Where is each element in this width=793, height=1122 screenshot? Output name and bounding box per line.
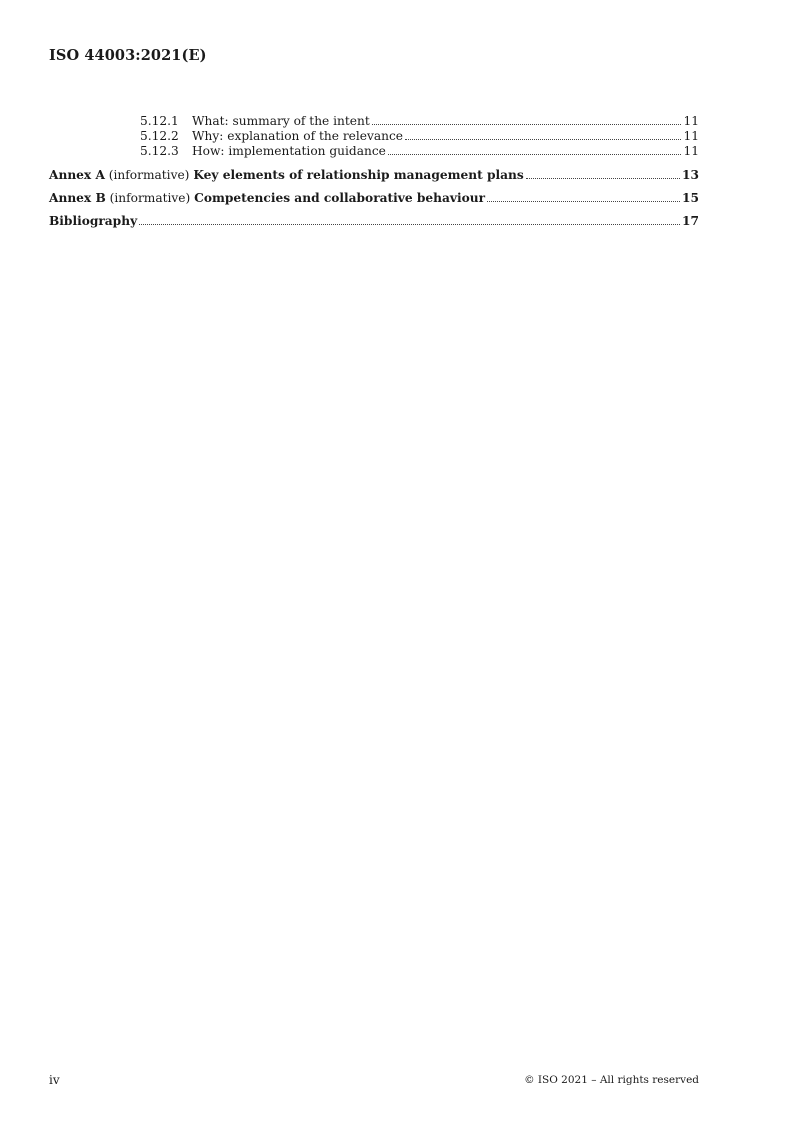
annex-label: Annex A	[49, 168, 105, 182]
toc-entry-page: 11	[683, 144, 699, 158]
toc-entry-page: 17	[682, 214, 699, 228]
document-header: ISO 44003:2021(E)	[49, 47, 207, 64]
toc-entry-title: How: implementation guidance	[192, 144, 386, 158]
toc-dot-leader	[526, 178, 680, 179]
annex-type: (informative)	[108, 168, 190, 182]
toc-entry-page: 11	[683, 129, 699, 143]
toc-dot-leader	[388, 154, 682, 155]
annex-label: Annex B	[49, 191, 106, 205]
toc-entry-5-12-1[interactable]	[49, 114, 699, 129]
toc-entry-page: 15	[682, 191, 699, 205]
toc-entry-annex-b[interactable]	[49, 191, 699, 206]
footer-page-number: iv	[49, 1073, 60, 1087]
toc-entry-bibliography[interactable]	[49, 214, 699, 229]
toc-dot-leader	[487, 201, 680, 202]
toc-entry-annex-a[interactable]	[49, 168, 699, 183]
toc-dot-leader	[405, 139, 681, 140]
toc-dot-leader	[139, 224, 680, 225]
annex-type: (informative)	[109, 191, 191, 205]
toc-entry-5-12-2[interactable]	[49, 129, 699, 144]
bibliography-title: Bibliography	[49, 214, 138, 228]
toc-entry-number: 5.12.1	[140, 114, 179, 128]
toc-entry-title: Why: explanation of the relevance	[192, 129, 404, 143]
toc-entry-5-12-3[interactable]	[49, 144, 699, 159]
annex-title: Competencies and collaborative behaviour	[194, 191, 486, 205]
toc-dot-leader	[372, 124, 682, 125]
toc-entry-page: 13	[682, 168, 699, 182]
toc-entry-number: 5.12.3	[140, 144, 179, 158]
toc-entry-number: 5.12.2	[140, 129, 179, 143]
toc-entry-page: 11	[683, 114, 699, 128]
table-of-contents	[49, 114, 699, 229]
annex-title: Key elements of relationship management plans	[193, 168, 524, 182]
toc-entry-title: What: summary of the intent	[192, 114, 370, 128]
footer-copyright: © ISO 2021 – All rights reserved	[524, 1074, 699, 1086]
